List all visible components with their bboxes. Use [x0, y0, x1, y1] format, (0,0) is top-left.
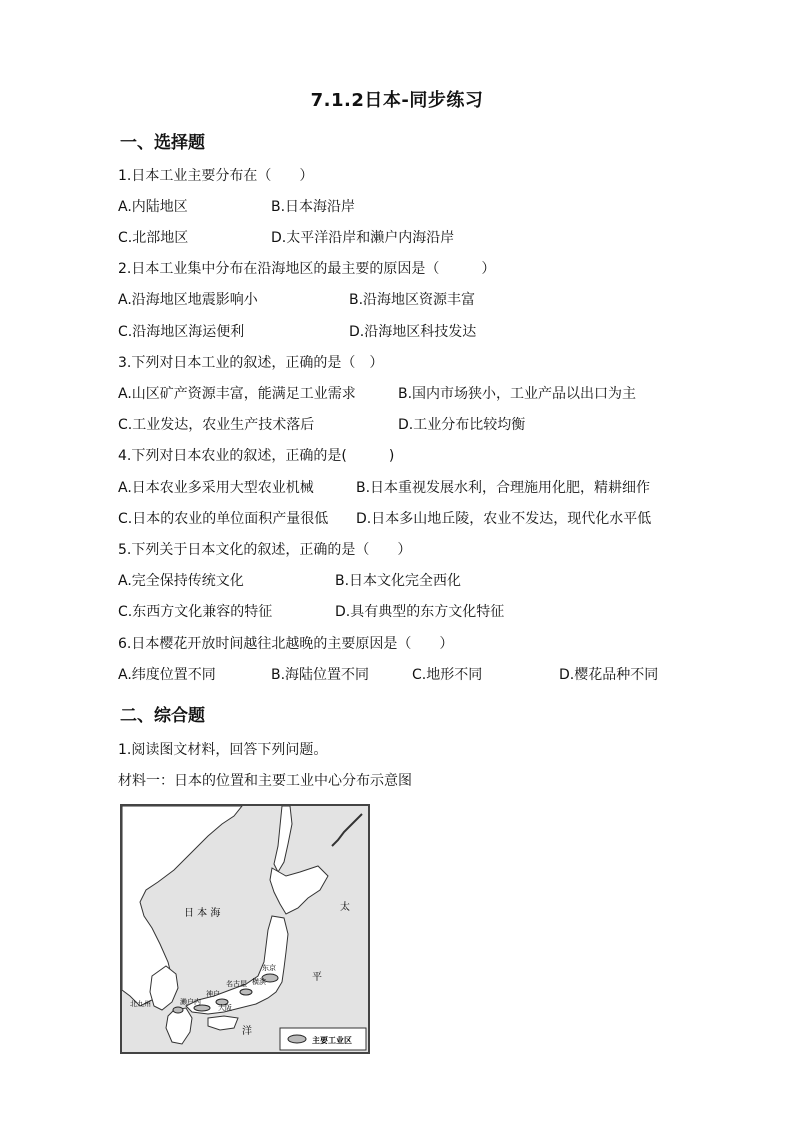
label-osaka: 大阪 — [218, 1004, 232, 1012]
question-6-stem: 6.日本樱花开放时间越往北越晚的主要原因是（ ） — [118, 636, 454, 652]
q4-option-d: D.日本多山地丘陵，农业不发达，现代化水平低 — [356, 511, 652, 527]
q3-option-c: C.工业发达，农业生产技术落后 — [118, 417, 315, 433]
question-1-stem: 1.日本工业主要分布在（ ） — [118, 168, 314, 184]
q2-option-d: D.沿海地区科技发达 — [349, 324, 477, 340]
q2-option-a: A.沿海地区地震影响小 — [118, 292, 258, 308]
label-kobe: 神户 — [206, 990, 220, 998]
legend-label: 主要工业区 — [312, 1036, 352, 1045]
question-5-stem: 5.下列关于日本文化的叙述，正确的是（ ） — [118, 542, 412, 558]
shikoku-island — [208, 1016, 238, 1030]
japan-industry-map — [120, 804, 370, 1054]
q4-option-b: B.日本重视发展水利，合理施用化肥，精耕细作 — [356, 480, 651, 496]
q6-option-c: C.地形不同 — [412, 667, 483, 683]
label-pacific-2: 平 — [312, 972, 322, 983]
q1-option-a: A.内陆地区 — [118, 199, 188, 215]
q3-option-b: B.国内市场狭小，工业产品以出口为主 — [398, 386, 637, 402]
legend-industrial-zone-symbol — [288, 1035, 306, 1043]
q3-option-d: D.工业分布比较均衡 — [398, 417, 526, 433]
kitakyushu-industrial-zone — [173, 1007, 183, 1013]
q1-option-b: B.日本海沿岸 — [271, 199, 356, 215]
q5-option-b: B.日本文化完全西化 — [335, 573, 462, 589]
question-3-stem: 3.下列对日本工业的叙述，正确的是（ ） — [118, 355, 384, 371]
label-setouchi: 濑户内 — [180, 998, 201, 1006]
map-graphic — [122, 806, 368, 1052]
q5-option-d: D.具有典型的东方文化特征 — [335, 604, 505, 620]
section-heading-comprehensive: 二、综合题 — [120, 706, 205, 726]
q4-option-a: A.日本农业多采用大型农业机械 — [118, 480, 314, 496]
document-title: 7.1.2日本-同步练习 — [310, 90, 484, 111]
label-nagoya: 名古屋 — [226, 980, 247, 988]
label-kitakyushu: 北九州 — [130, 1000, 151, 1008]
q1-option-c: C.北部地区 — [118, 230, 189, 246]
q6-option-b: B.海陆位置不同 — [271, 667, 370, 683]
label-tokyo: 东京 — [262, 964, 276, 972]
label-pacific-1: 太 — [340, 902, 350, 913]
q5-option-a: A.完全保持传统文化 — [118, 573, 244, 589]
q4-option-c: C.日本的农业的单位面积产量很低 — [118, 511, 329, 527]
q1-option-d: D.太平洋沿岸和濑户内海沿岸 — [271, 230, 455, 246]
q3-option-a: A.山区矿产资源丰富，能满足工业需求 — [118, 386, 356, 402]
question-4-stem: 4.下列对日本农业的叙述，正确的是( ) — [118, 448, 395, 464]
q2-option-b: B.沿海地区资源丰富 — [349, 292, 476, 308]
q6-option-a: A.纬度位置不同 — [118, 667, 216, 683]
nagoya-industrial-zone — [240, 989, 252, 995]
label-sea-of-japan: 日 本 海 — [184, 908, 221, 919]
q6-option-d: D.樱花品种不同 — [559, 667, 659, 683]
q2-option-c: C.沿海地区海运便利 — [118, 324, 245, 340]
material-1-caption: 材料一：日本的位置和主要工业中心分布示意图 — [118, 773, 412, 789]
label-yokohama: 横滨 — [252, 978, 266, 986]
section-heading-choice: 一、选择题 — [120, 133, 205, 153]
label-pacific-3: 洋 — [242, 1026, 252, 1037]
question-7-stem: 1.阅读图文材料，回答下列问题。 — [118, 742, 328, 758]
question-2-stem: 2.日本工业集中分布在沿海地区的最主要的原因是（ ） — [118, 261, 496, 277]
q5-option-c: C.东西方文化兼容的特征 — [118, 604, 273, 620]
